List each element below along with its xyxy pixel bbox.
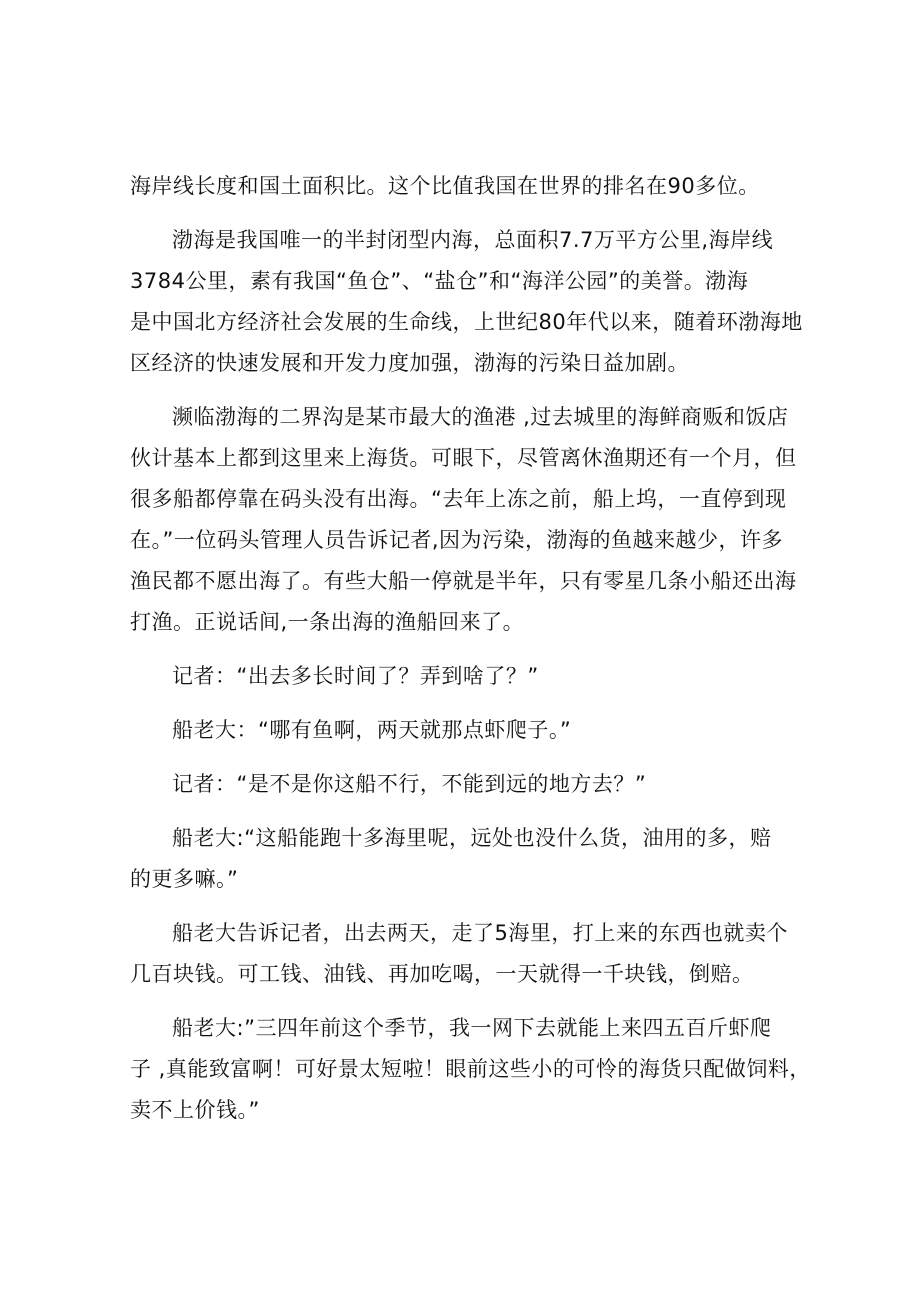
- text-line: 打渔。正说话间,一条出海的渔船回来了。: [130, 610, 525, 634]
- paragraph: [130, 710, 810, 751]
- text-line: 几百块钱。可工钱、油钱、再加吃喝，一天就得一千块钱，倒赔。: [130, 962, 754, 986]
- text-line: 渤海是我国唯一的半封闭型内海，总面积7.7万平方公里,海岸线: [172, 228, 774, 252]
- text-line: 区经济的快速发展和开发力度加强，渤海的污染日益加剧。: [130, 351, 689, 375]
- paragraph: [130, 656, 810, 697]
- text-line: 在。”一位码头管理人员告诉记者,因为污染，渤海的鱼越来越少，许多: [130, 528, 784, 552]
- paragraph: [130, 220, 810, 384]
- paragraph: [130, 166, 810, 207]
- text-line: 濒临渤海的二界沟是某市最大的渔港 ,过去城里的海鲜商贩和饭店: [172, 405, 789, 429]
- text-line: 渔民都不愿出海了。有些大船一停就是半年，只有零星几条小船还出海: [130, 569, 797, 593]
- paragraph: [130, 913, 810, 995]
- text-line: 是中国北方经济社会发展的生命线，上世纪80年代以来，随着环渤海地: [130, 310, 803, 334]
- text-line: 伙计基本上都到这里来上海货。可眼下，尽管离休渔期还有一个月，但: [130, 446, 797, 470]
- text-line: 记者：“出去多长时间了？弄到啥了？”: [172, 664, 539, 688]
- text-line: 3784公里，素有我国“鱼仓”、“盐仓”和“海洋公园”的美誉。渤海: [130, 269, 749, 293]
- text-line: 记者：“是不是你这船不行，不能到远的地方去？”: [172, 772, 647, 796]
- text-line: 海岸线长度和国土面积比。这个比值我国在世界的排名在90多位。: [130, 174, 760, 198]
- text-line: 船老大：“哪有鱼啊，两天就那点虾爬子。”: [172, 718, 572, 742]
- text-line: 船老大:“这船能跑十多海里呢，远处也没什么货，油用的多，赔: [172, 826, 772, 850]
- text-line: 的更多嘛。”: [130, 867, 239, 891]
- text-line: 船老大告诉记者，出去两天，走了5海里，打上来的东西也就卖个: [172, 921, 788, 945]
- paragraph: [130, 1008, 810, 1131]
- text-line: 船老大:”三四年前这个季节，我一网下去就能上来四五百斤虾爬: [172, 1016, 772, 1040]
- paragraph: [130, 764, 810, 805]
- text-line: 子 ,真能致富啊！可好景太短啦！眼前这些小的可怜的海货只配做饲料，: [130, 1057, 811, 1081]
- text-line: 很多船都停靠在码头没有出海。“去年上冻之前，船上坞，一直停到现: [130, 487, 787, 511]
- paragraph: [130, 397, 810, 643]
- article-body: [130, 166, 810, 1131]
- text-line: 卖不上价钱。”: [130, 1098, 260, 1122]
- paragraph: [130, 818, 810, 900]
